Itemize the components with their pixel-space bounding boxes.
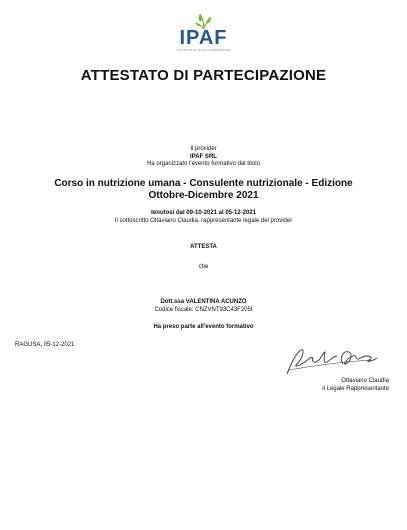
logo-text: IPAF [179,27,228,49]
ipaf-logo [0,12,407,52]
dates-block [0,210,407,225]
course-title-line2: Ottobre-Dicembre 2021 [148,189,259,201]
event-dates: tenutosi dal 09-10-2021 al 05-12-2021 [150,210,257,216]
participation-block [0,324,407,332]
organized-text: Ha organizzato l'evento formativo dal titolo [147,161,260,167]
provider-label: Il provider [190,146,217,152]
signer-name: Ottaviano Claudia [341,378,389,384]
che-block [0,264,407,272]
participant-block [0,299,407,314]
course-title-block [0,178,407,201]
course-title-line1: Corso in nutrizione umana - Consulente nutrizionale - Edizione [54,178,353,189]
participant-fiscal-code: Codice fiscale: CNZVNT93C43F205I [154,306,253,313]
handwritten-signature [281,344,386,378]
attesta-heading [0,244,407,252]
signatory-statement: Il sottoscritto Ottaviano Claudia, rappresentante legale del provider [114,217,293,224]
participant-name: Dott.ssa VALENTINA ACUNZO [160,299,247,305]
che-label: che [198,264,209,270]
attesta-label: ATTESTA [190,244,217,250]
provider-name: IPAF SRL [190,153,217,160]
certificate-title: ATTESTATO DI PARTECIPAZIONE [80,67,327,84]
provider-block [0,146,407,169]
signature-block [269,344,389,393]
participation-text: Ha preso parte all'evento formativo [153,324,254,330]
place-date: RAGUSA, 05-12-2021 [15,342,75,348]
signer-role: il Legale Rappresentante [322,385,389,392]
logo-subtitle: ISTITUTO DI ALTA FORMAZIONE [176,48,231,52]
